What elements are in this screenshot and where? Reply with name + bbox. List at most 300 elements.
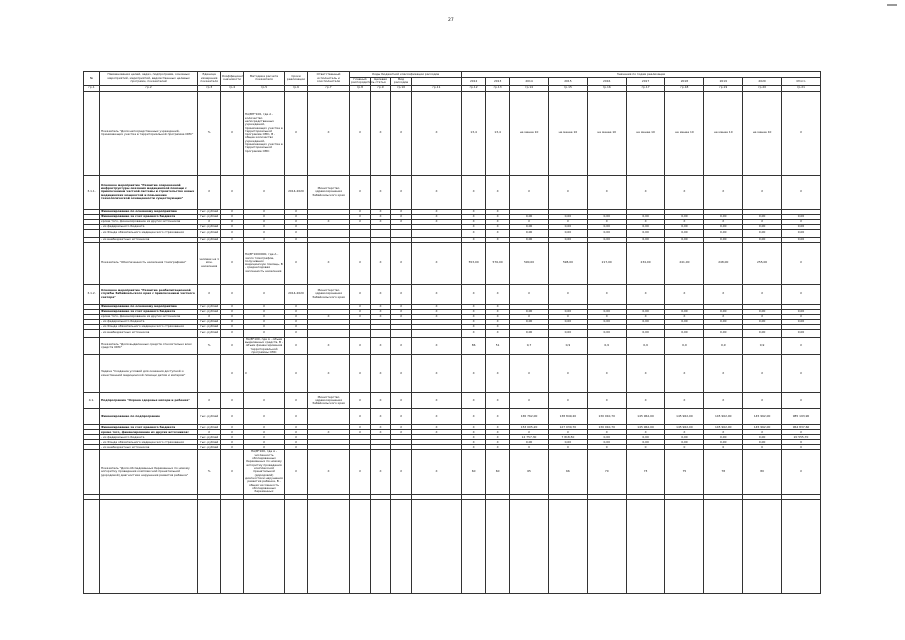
header-cell-kbk: Коды бюджетной классификации расходов [350, 72, 462, 78]
row-19-cell-2: тыс. рублей [198, 409, 221, 425]
row-20-cell-19: 145 962,00 [743, 425, 782, 430]
row-18-cell-8: X [370, 393, 391, 409]
row-24-cell-14: 0 [548, 445, 587, 450]
row-13-cell-11: X [462, 319, 486, 324]
row-5-cell-14: 0,00 [548, 224, 587, 229]
row-25-cell-7: X [350, 450, 371, 494]
row-18-cell-4: X [243, 393, 284, 409]
row-5-cell-1: - из федерального бюджета [99, 224, 197, 229]
row-11-cell-14: 0,00 [548, 309, 587, 314]
row-20-cell-3: X [221, 425, 244, 430]
row-10-cell-8: X [370, 304, 391, 309]
row-5-cell-12: X [486, 224, 510, 229]
row-24-cell-13: 0 [510, 445, 549, 450]
row-1-cell-8: X [370, 175, 391, 209]
row-7-cell-1: - из внебюджетных источников [99, 237, 197, 242]
row-2-cell-7: X [350, 209, 371, 214]
row-0-cell-3: X [221, 91, 244, 175]
row-14-cell-1: - из Фонда обязательного медицинского страхования [99, 324, 197, 329]
row-22-cell-14: 7 818,50 [548, 435, 587, 440]
row-12-cell-17: X [665, 314, 704, 319]
row-23-cell-15: 0,00 [587, 440, 626, 445]
row-16-cell-17: 0,9 [665, 337, 704, 355]
row-3-cell-18: 0,00 [704, 214, 743, 219]
row-15-cell-16: 0,00 [626, 329, 665, 337]
row-13-cell-20: 0,00 [782, 319, 821, 324]
row-11-cell-3: X [221, 309, 244, 314]
row-11-cell-5: X [285, 309, 308, 314]
row-6-cell-20: 0,00 [782, 229, 821, 237]
row-18-cell-3: X [221, 393, 244, 409]
row-8-cell-18: 248,00 [704, 242, 743, 284]
row-10-cell-9: X [391, 304, 412, 309]
row-19-cell-16: 145 962,00 [626, 409, 665, 425]
row-23-cell-3: X [221, 440, 244, 445]
header-cell-values: Значения по годам реализации [462, 72, 821, 78]
row-0-cell-19: не менее 10 [743, 91, 782, 175]
row-15-cell-12: X [486, 329, 510, 337]
row-17-cell-11: X [462, 355, 486, 393]
colnum-11: гр.12 [462, 85, 486, 91]
row-21-cell-7: X [350, 430, 371, 435]
row-1-cell-16: X [626, 175, 665, 209]
row-24-cell-2: тыс. рублей [198, 445, 221, 450]
row-1-cell-20: X [782, 175, 821, 209]
header-cell-year-7: 2019 [704, 78, 743, 86]
row-2-cell-2: тыс. рублей [198, 209, 221, 214]
row-15-cell-7 [350, 329, 371, 337]
row-24-cell-19: 0 [743, 445, 782, 450]
row-8-cell-14: 598,00 [548, 242, 587, 284]
header-cell-3: Коэффициент значимости [221, 72, 244, 86]
row-19-cell-5: X [285, 409, 308, 425]
row-22-cell-4: X [243, 435, 284, 440]
row-6-cell-0 [84, 229, 100, 237]
row-4-cell-15: X [587, 219, 626, 224]
row-27-cell-17 [665, 499, 704, 593]
row-11-cell-10: X [411, 309, 461, 314]
row-24-cell-4: X [243, 445, 284, 450]
header-cell-year-5: 2017 [626, 78, 665, 86]
row-22-cell-3: X [221, 435, 244, 440]
row-15-cell-10 [411, 329, 461, 337]
row-1-cell-19: X [743, 175, 782, 209]
row-8-cell-3: X [221, 242, 244, 284]
colnum-10: гр.11 [411, 85, 461, 91]
row-4-cell-14: X [548, 219, 587, 224]
row-7-cell-11: X [462, 237, 486, 242]
colnum-12: гр.13 [486, 85, 510, 91]
row-4-cell-13: X [510, 219, 549, 224]
row-4-cell-4: X [243, 219, 284, 224]
row-20-cell-5: X [285, 425, 308, 430]
colnum-5: гр.6 [285, 85, 308, 91]
row-1-cell-10: X [411, 175, 461, 209]
row-19-cell-6 [307, 409, 349, 425]
row-23-cell-20: 0 [782, 440, 821, 445]
row-5-cell-16: 0,00 [626, 224, 665, 229]
row-4-cell-20: X [782, 219, 821, 224]
row-12-cell-11: X [462, 314, 486, 319]
row-18-cell-5: X [285, 393, 308, 409]
row-12-cell-2: X [198, 314, 221, 319]
row-7-cell-3: X [221, 237, 244, 242]
row-5-cell-17: 0,00 [665, 224, 704, 229]
row-2-cell-5: X [285, 209, 308, 214]
row-4-cell-19: X [743, 219, 782, 224]
page-number: 27 [448, 18, 454, 23]
row-5-cell-5: X [285, 224, 308, 229]
row-27-cell-2 [198, 499, 221, 593]
row-17-cell-8: X [370, 355, 391, 393]
row-16-cell-11: 86 [462, 337, 486, 355]
row-5-cell-11: X [462, 224, 486, 229]
row-8-cell-16: 234,00 [626, 242, 665, 284]
row-20-cell-18: 145 962,00 [704, 425, 743, 430]
row-6-cell-11: X [462, 229, 486, 237]
row-15-cell-9 [391, 329, 412, 337]
row-1-cell-6: Министерство здравоохранения Забайкальского края [307, 175, 349, 209]
row-6-cell-18: 0,00 [704, 229, 743, 237]
row-12-cell-7: X [350, 314, 371, 319]
row-13-cell-5: X [285, 319, 308, 324]
row-6-cell-15: 0,00 [587, 229, 626, 237]
row-8-cell-7: X [350, 242, 371, 284]
row-0-cell-10: X [411, 91, 461, 175]
row-5-cell-13: 0,00 [510, 224, 549, 229]
row-15-cell-8 [370, 329, 391, 337]
row-17-cell-6: X [307, 355, 349, 393]
row-3-cell-10: X [411, 214, 461, 219]
row-1-cell-5: 2014-2020 [285, 175, 308, 209]
row-11-cell-19: 0,00 [743, 309, 782, 314]
row-25-cell-2: % [198, 450, 221, 494]
row-19-cell-9: X [391, 409, 412, 425]
row-11-cell-18: 0,00 [704, 309, 743, 314]
row-6-cell-4: X [243, 229, 284, 237]
row-9-cell-14: X [548, 284, 587, 304]
row-22-cell-18: 0,00 [704, 435, 743, 440]
row-20-cell-17: 145 962,00 [665, 425, 704, 430]
row-18-cell-10: X [411, 393, 461, 409]
row-19-cell-15: 130 910,70 [587, 409, 626, 425]
row-2-cell-3: X [221, 209, 244, 214]
row-11-cell-13: 0,00 [510, 309, 549, 314]
row-10-cell-1: Финансирование по основному мероприятию [99, 304, 197, 309]
row-6-cell-8 [370, 229, 391, 237]
row-6-cell-3: X [221, 229, 244, 237]
row-9-cell-16: X [626, 284, 665, 304]
header-cell-1: Наименования целей, задач, подпрограмм, основных мероприятий, мероприятий, ведомственных целевых программ, показателей [99, 72, 197, 86]
row-1-cell-12: X [486, 175, 510, 209]
row-4-cell-3: X [221, 219, 244, 224]
row-0-cell-20: X [782, 91, 821, 175]
row-21-cell-4: X [243, 430, 284, 435]
program-table [83, 71, 821, 594]
row-20-cell-20: 964 837,60 [782, 425, 821, 430]
header-cell-year-2: 2014 [510, 78, 549, 86]
row-1-cell-7: X [350, 175, 371, 209]
row-6-cell-5: X [285, 229, 308, 237]
row-9-cell-20: X [782, 284, 821, 304]
row-8-cell-17: 241,00 [665, 242, 704, 284]
row-6-cell-14: 0,00 [548, 229, 587, 237]
row-23-cell-16: 0,00 [626, 440, 665, 445]
row-22-cell-1: - из федерального бюджета [99, 435, 197, 440]
row-14-cell-2: тыс. рублей [198, 324, 221, 329]
row-17-cell-16: X [626, 355, 665, 393]
row-15-cell-11: X [462, 329, 486, 337]
row-25-cell-8: X [370, 450, 391, 494]
row-19-cell-4: X [243, 409, 284, 425]
row-2-cell-10: X [411, 209, 461, 214]
header-cell-year-6: 2018 [665, 78, 704, 86]
header-cell-year-9: Итого [782, 78, 821, 86]
row-7-cell-17: 0,00 [665, 237, 704, 242]
row-22-cell-13: 12 757,30 [510, 435, 549, 440]
row-4-cell-1: кроме того, финансирование из других источников [99, 219, 197, 224]
row-12-cell-14: X [548, 314, 587, 319]
row-4-cell-17: X [665, 219, 704, 224]
row-23-cell-19: 0,00 [743, 440, 782, 445]
row-3-cell-19: 0,00 [743, 214, 782, 219]
row-9-cell-4: X [243, 284, 284, 304]
row-4-cell-16: X [626, 219, 665, 224]
row-27-cell-11 [462, 499, 486, 593]
row-11-cell-15: 0,00 [587, 309, 626, 314]
row-16-cell-2: % [198, 337, 221, 355]
row-25-cell-13: 65 [510, 450, 549, 494]
row-25-cell-20: X [782, 450, 821, 494]
row-9-cell-9: X [391, 284, 412, 304]
row-7-cell-4: X [243, 237, 284, 242]
row-2-cell-1: Финансирование по основному мероприятию [99, 209, 197, 214]
row-8-cell-8: X [370, 242, 391, 284]
row-3-cell-5: X [285, 214, 308, 219]
row-9-cell-5: 2014-2020 [285, 284, 308, 304]
row-23-cell-5: X [285, 440, 308, 445]
row-7-cell-18: 0,00 [704, 237, 743, 242]
row-8-cell-2: человек на 1 млн. населения [198, 242, 221, 284]
row-12-cell-9: X [391, 314, 412, 319]
row-3-cell-3: X [221, 214, 244, 219]
row-0-cell-13: не менее 10 [510, 91, 549, 175]
row-1-cell-15: X [587, 175, 626, 209]
row-11-cell-2: тыс. рублей [198, 309, 221, 314]
row-11-cell-8: X [370, 309, 391, 314]
row-12-cell-4: X [243, 314, 284, 319]
row-15-cell-4: X [243, 329, 284, 337]
row-9-cell-10: X [411, 284, 461, 304]
row-11-cell-4: X [243, 309, 284, 314]
row-3-cell-13: 0,00 [510, 214, 549, 219]
row-10-cell-7: X [350, 304, 371, 309]
row-27-cell-5 [285, 499, 308, 593]
row-9-cell-19: X [743, 284, 782, 304]
row-23-cell-11: X [462, 440, 486, 445]
row-6-cell-2: тыс. рублей [198, 229, 221, 237]
row-24-cell-16: 0 [626, 445, 665, 450]
row-10-cell-5: X [285, 304, 308, 309]
row-10-cell-2: тыс. рублей [198, 304, 221, 309]
row-14-cell-12: X [486, 324, 510, 329]
row-10-cell-4: X [243, 304, 284, 309]
row-20-cell-2: тыс. рублей [198, 425, 221, 430]
row-5-cell-3: X [221, 224, 244, 229]
row-18-cell-11: X [462, 393, 486, 409]
row-17-cell-14: X [548, 355, 587, 393]
row-8-cell-10: X [411, 242, 461, 284]
header-cell-year-3: 2015 [548, 78, 587, 86]
row-6-cell-12: X [486, 229, 510, 237]
row-5-cell-4: X [243, 224, 284, 229]
row-21-cell-15: X [587, 430, 626, 435]
row-24-cell-1: - из внебюджетных источников [99, 445, 197, 450]
row-25-cell-9: X [391, 450, 412, 494]
row-1-cell-11: X [462, 175, 486, 209]
row-25-cell-14: 66 [548, 450, 587, 494]
row-0-cell-17: не менее 10 [665, 91, 704, 175]
row-20-cell-15: 130 910,70 [587, 425, 626, 430]
row-1-cell-14: X [548, 175, 587, 209]
row-21-cell-19: X [743, 430, 782, 435]
row-0-cell-7: X [350, 91, 371, 175]
row-19-cell-1: Финансирование по подпрограмме [99, 409, 197, 425]
row-20-cell-9: X [391, 425, 412, 430]
row-3-cell-9: X [391, 214, 412, 219]
header-cell-sub-3 [411, 78, 461, 86]
row-1-cell-9: X [391, 175, 412, 209]
row-25-cell-3: X [221, 450, 244, 494]
row-3-cell-1: Финансирование за счет краевого бюджета [99, 214, 197, 219]
row-12-cell-18: X [704, 314, 743, 319]
row-16-cell-1: Показатель "Доля выделенных средств относительно всех средств ОМС" [99, 337, 197, 355]
row-18-cell-9: X [391, 393, 412, 409]
row-9-cell-17: X [665, 284, 704, 304]
colnum-8: гр.9 [370, 85, 391, 91]
row-22-cell-20: 20 555,70 [782, 435, 821, 440]
row-5-cell-19: 0,00 [743, 224, 782, 229]
row-1-cell-18: X [704, 175, 743, 209]
row-15-cell-14: 0,00 [548, 329, 587, 337]
row-4-cell-5: X [285, 219, 308, 224]
row-2-cell-9: X [391, 209, 412, 214]
row-3-cell-12: X [486, 214, 510, 219]
row-15-cell-1: - из внебюджетных источников [99, 329, 197, 337]
row-13-cell-2: тыс. рублей [198, 319, 221, 324]
row-2-cell-8: X [370, 209, 391, 214]
row-25-cell-6: X [307, 450, 349, 494]
row-27-cell-16 [626, 499, 665, 593]
row-4-cell-6: X [307, 219, 349, 224]
row-17-cell-1: Задача "Создание условий для оказания доступной и качественной медицинской помощи детям и матерям" [99, 355, 197, 393]
row-11-cell-1: Финансирование за счет краевого бюджета [99, 309, 197, 314]
row-15-cell-6 [307, 329, 349, 337]
row-0-cell-6: X [307, 91, 349, 175]
row-23-cell-18: 0,00 [704, 440, 743, 445]
header-cell-sub-2: Вид расходов [391, 78, 412, 86]
header-cell-6: Ответственный исполнитель и соисполнители [307, 72, 349, 86]
row-27-cell-15 [587, 499, 626, 593]
row-27-cell-1 [99, 499, 197, 593]
row-24-cell-3: X [221, 445, 244, 450]
row-3-cell-8: X [370, 214, 391, 219]
row-11-cell-16: 0,00 [626, 309, 665, 314]
row-3-cell-7: X [350, 214, 371, 219]
row-0-cell-1: Показатель "Доля непосредственных учреждений, принимающих участие в территориальной программе ОМС" [99, 91, 197, 175]
row-25-cell-16: 73 [626, 450, 665, 494]
row-27-cell-14 [548, 499, 587, 593]
row-16-cell-3: X [221, 337, 244, 355]
colnum-14: гр.15 [548, 85, 587, 91]
row-0-cell-12: 13,4 [486, 91, 510, 175]
row-27-cell-8 [370, 499, 391, 593]
row-8-cell-9: X [391, 242, 412, 284]
row-24-cell-11: X [462, 445, 486, 450]
row-13-cell-19: 0,00 [743, 319, 782, 324]
row-4-cell-10: X [411, 219, 461, 224]
row-8-cell-4: ПА/В*1000000, где А - число томографов, получивших медицинскую помощь, В - среднегодовая численность населения [243, 242, 284, 284]
row-6-cell-7 [350, 229, 371, 237]
row-4-cell-8: X [370, 219, 391, 224]
row-8-cell-6: X [307, 242, 349, 284]
row-9-cell-3: X [221, 284, 244, 304]
row-18-cell-17: X [665, 393, 704, 409]
colnum-9: гр.10 [391, 85, 412, 91]
row-25-cell-5: X [285, 450, 308, 494]
row-1-cell-3: X [221, 175, 244, 209]
row-0-cell-14: не менее 10 [548, 91, 587, 175]
row-13-cell-14: 0,00 [548, 319, 587, 324]
row-17-cell-19: X [743, 355, 782, 393]
row-1-cell-13: X [510, 175, 549, 209]
colnum-4: гр.5 [243, 85, 284, 91]
row-3-cell-11: X [462, 214, 486, 219]
row-20-cell-13: 153 005,20 [510, 425, 549, 430]
row-0-cell-0 [84, 91, 100, 175]
row-13-cell-15: 0,00 [587, 319, 626, 324]
header-cell-year-1: 2013 [486, 78, 510, 86]
row-13-cell-3: X [221, 319, 244, 324]
row-13-cell-18: 0,00 [704, 319, 743, 324]
row-25-cell-4: ПА/В*100, где А - численность обследованных беременных по новому алгоритму проведения комплексной пренатальной (дородовой) диагностики нарушения развития ребенка, В - общая численность обследованных беременных [245, 449, 283, 494]
colnum-19: гр.20 [743, 85, 782, 91]
row-18-cell-2: X [198, 393, 221, 409]
row-6-cell-16: 0,00 [626, 229, 665, 237]
row-21-cell-8: X [370, 430, 391, 435]
row-7-cell-15: 0,00 [587, 237, 626, 242]
row-12-cell-8: X [370, 314, 391, 319]
row-7-cell-12: X [486, 237, 510, 242]
row-19-cell-7: X [350, 409, 371, 425]
row-20-cell-1: Финансирование за счет краевого бюджета [99, 425, 197, 430]
header-cell-year-0: 2012 [462, 78, 486, 86]
row-21-cell-2: X [198, 430, 221, 435]
row-0-cell-11: 13,4 [462, 91, 486, 175]
row-3-cell-4: X [243, 214, 284, 219]
row-18-cell-14: X [548, 393, 587, 409]
row-9-cell-0: 3.1.2. [84, 284, 100, 304]
colnum-3: гр.4 [221, 85, 244, 91]
row-8-cell-20: X [782, 242, 821, 284]
row-11-cell-7: X [350, 309, 371, 314]
row-0-cell-5: X [285, 91, 308, 175]
row-2-cell-12: X [486, 209, 510, 214]
row-8-cell-12: 576,00 [486, 242, 510, 284]
row-17-cell-5: X [285, 355, 308, 393]
row-14-cell-5: X [285, 324, 308, 329]
row-16-cell-7: X [350, 337, 371, 355]
